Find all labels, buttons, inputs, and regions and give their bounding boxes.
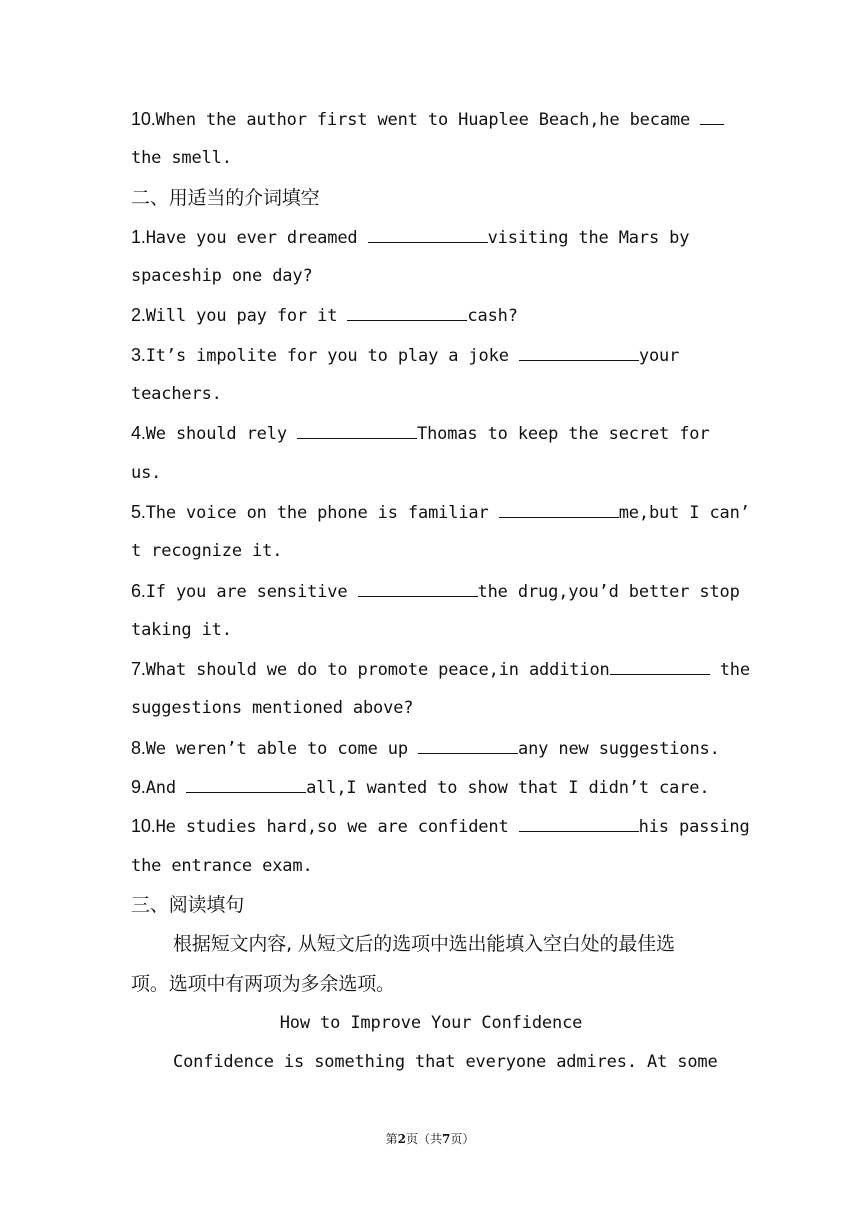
question-text: all,I wanted to show that I didn’t care. <box>306 778 710 799</box>
question-number: 10. <box>131 816 156 837</box>
question-line <box>131 807 750 846</box>
question-line <box>131 689 731 728</box>
question-text: Thomas to keep the secret for <box>417 424 710 445</box>
question-number: 3. <box>131 344 146 365</box>
question-text: cash? <box>467 306 518 327</box>
question-text: It’s impolite for you to play a joke <box>145 345 519 366</box>
question-text: any new suggestions. <box>518 738 720 759</box>
instruction-text: 根据短文内容, 从短文后的选项中选出能填入空白处的最佳选 <box>173 933 675 956</box>
section-heading: 三、阅读填句 <box>131 893 245 916</box>
question-number: 5. <box>131 501 146 522</box>
question-text: When the author first went to Huaplee Beach,he became <box>155 110 701 130</box>
question-line <box>131 139 731 178</box>
question-text: What should we do to promote peace,in addition <box>145 660 610 681</box>
question-number: 2. <box>131 305 146 326</box>
answer-blank[interactable] <box>610 658 710 675</box>
question-text: spaceship one day? <box>131 266 313 287</box>
page-number: 2 <box>397 1132 406 1146</box>
question-line <box>131 729 731 768</box>
question-line <box>131 454 731 493</box>
question-line <box>131 336 731 375</box>
question-text: the entrance exam. <box>131 855 313 876</box>
question-line <box>131 375 731 414</box>
answer-blank[interactable] <box>358 580 478 597</box>
question-text: visiting the Mars by <box>487 227 690 248</box>
question-text: suggestions mentioned above? <box>131 698 414 719</box>
footer-prefix: 第 <box>385 1132 398 1146</box>
question-line <box>131 257 731 296</box>
instruction-text: 项。选项中有两项为多余选项。 <box>131 972 395 995</box>
question-line <box>131 768 731 807</box>
question-text: me,but I can’ <box>618 502 750 523</box>
question-text: Will you pay for it <box>145 306 348 327</box>
question-text: Have you ever dreamed <box>145 227 368 248</box>
question-text: us. <box>131 462 162 483</box>
question-text: t recognize it. <box>131 541 283 562</box>
question-text: the smell. <box>131 148 232 169</box>
answer-blank[interactable] <box>418 737 518 754</box>
question-text: And <box>145 778 187 799</box>
question-line <box>131 296 731 335</box>
page-content <box>131 100 750 1082</box>
answer-blank[interactable] <box>700 108 724 125</box>
answer-blank[interactable] <box>368 226 488 243</box>
answer-blank[interactable] <box>186 776 306 793</box>
question-text: He studies hard,so we are confident <box>155 817 519 838</box>
question-text: teachers. <box>131 384 222 405</box>
total-pages: 7 <box>442 1132 451 1146</box>
question-line <box>131 493 750 532</box>
question-text: We weren’t able to come up <box>145 738 419 759</box>
page-footer <box>0 1130 860 1147</box>
question-line <box>131 100 731 139</box>
answer-blank[interactable] <box>499 501 619 518</box>
footer-suffix: 页） <box>450 1132 475 1146</box>
answer-blank[interactable] <box>519 344 639 361</box>
question-line <box>131 218 731 257</box>
question-line <box>131 847 731 886</box>
question-line <box>131 532 731 571</box>
question-number: 10. <box>131 109 156 129</box>
question-text: your <box>638 345 680 366</box>
question-line <box>131 611 731 650</box>
question-text: the drug,you’d better stop <box>477 581 740 602</box>
answer-blank[interactable] <box>347 304 467 321</box>
question-line <box>131 650 750 689</box>
question-line <box>131 414 731 453</box>
question-number: 8. <box>131 737 146 758</box>
question-text: the <box>709 660 750 681</box>
question-text: The voice on the phone is familiar <box>145 502 499 523</box>
question-number: 9. <box>131 777 146 798</box>
question-number: 6. <box>131 580 146 601</box>
answer-blank[interactable] <box>519 815 639 832</box>
question-text: If you are sensitive <box>145 581 358 602</box>
question-text: his passing <box>638 817 750 838</box>
question-number: 1. <box>131 226 146 247</box>
passage-title: How to Improve Your Confidence <box>279 1012 583 1033</box>
question-text: We should rely <box>145 424 297 445</box>
section-heading: 二、用适当的介词填空 <box>131 186 320 209</box>
footer-middle: 页（共 <box>405 1132 442 1146</box>
question-number: 4. <box>131 423 146 444</box>
passage-text: Confidence is something that everyone admires. At some <box>173 1052 718 1073</box>
question-line <box>131 572 740 611</box>
question-text: taking it. <box>131 619 232 640</box>
answer-blank[interactable] <box>297 422 417 439</box>
question-number: 7. <box>131 659 146 680</box>
